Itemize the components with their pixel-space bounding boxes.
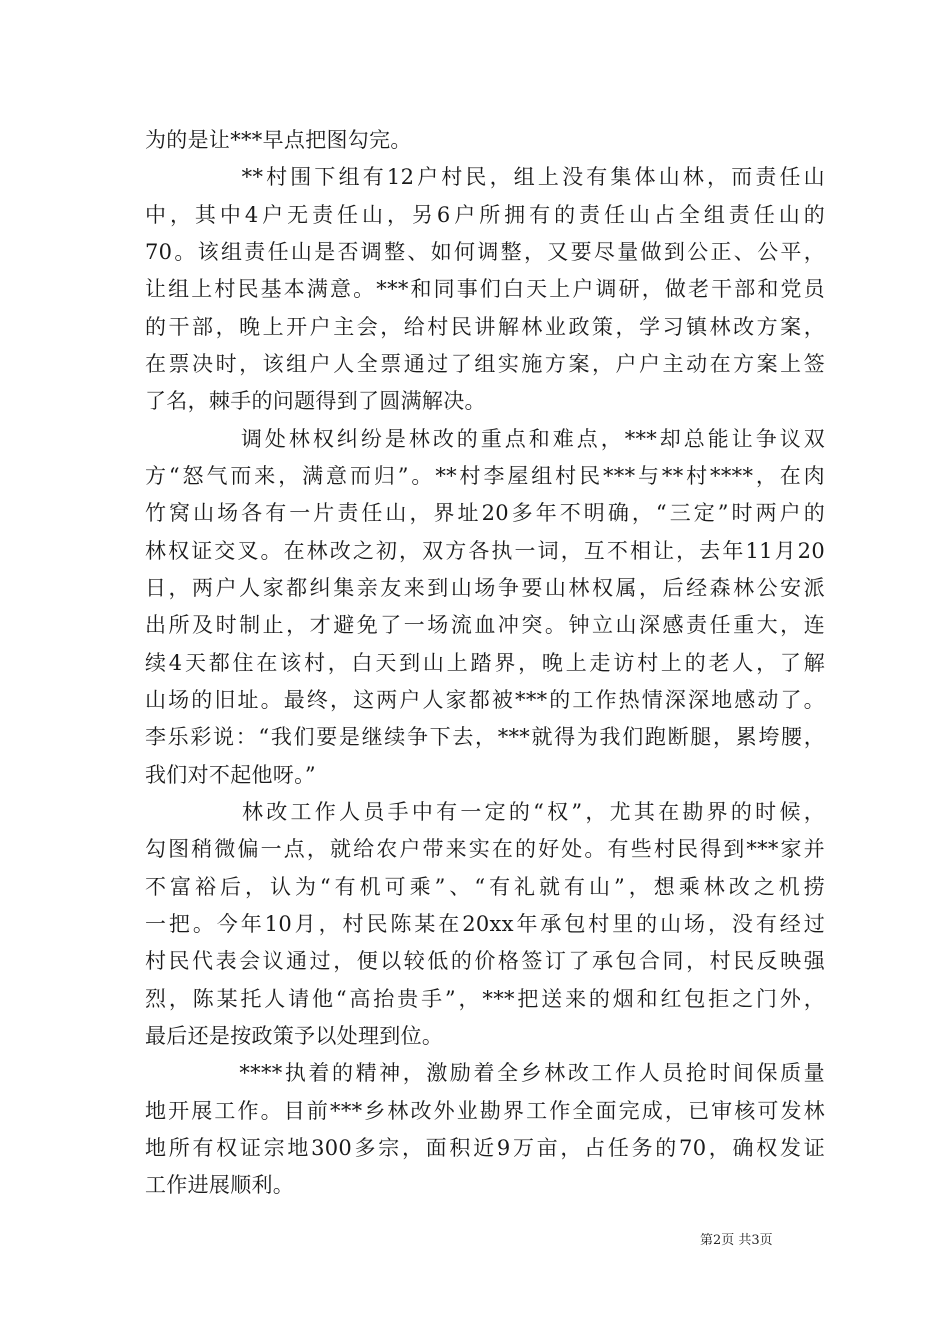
- text-line: ****执着的精神，激励着全乡林改工作人员抢时间保质量: [145, 1061, 825, 1085]
- text-line: 我们对不起他呀。”: [145, 763, 316, 787]
- text-line: 林权证交叉。在林改之初，双方各执一词，互不相让，去年11月20: [145, 539, 825, 563]
- text-line: 地所有权证宗地300多宗，面积近9万亩，占任务的70，确权发证: [145, 1136, 825, 1160]
- text-line: 续4天都住在该村，白天到山上踏界，晚上走访村上的老人，了解: [145, 651, 825, 675]
- text-line: 日，两户人家都纠集亲友来到山场争要山林权属，后经森林公安派: [145, 576, 825, 600]
- text-line: 方“怒气而来，满意而归”。**村李屋组村民***与**村****，在肉: [145, 464, 825, 488]
- text-line: 工作进展顺利。: [145, 1173, 295, 1197]
- text-line: 烈，陈某托人请他“高抬贵手”，***把送来的烟和红包拒之门外，: [145, 987, 825, 1011]
- text-line: 不富裕后，认为“有机可乘”、“有礼就有山”，想乘林改之机捞: [145, 875, 825, 899]
- text-line: 让组上村民基本满意。***和同事们白天上户调研，做老干部和党员: [145, 277, 825, 301]
- text-line: 勾图稍微偏一点，就给农户带来实在的好处。有些村民得到***家并: [145, 837, 825, 861]
- text-line: 竹窝山场各有一片责任山，界址20多年不明确，“三定”时两户的: [145, 501, 825, 525]
- text-line: 山场的旧址。最终，这两户人家都被***的工作热情深深地感动了。: [145, 688, 825, 712]
- text-line: 为的是让***早点把图勾完。: [145, 128, 412, 152]
- text-line: 中，其中4户无责任山，另6户所拥有的责任山占全组责任山的: [145, 203, 825, 227]
- page-number-footer: 第2页 共3页: [700, 1233, 773, 1248]
- text-line: 一把。今年10月，村民陈某在20xx年承包村里的山场，没有经过: [145, 912, 825, 936]
- text-line: 地开展工作。目前***乡林改外业勘界工作全面完成，已审核可发林: [145, 1099, 825, 1123]
- text-line: 的干部，晚上开户主会，给村民讲解林业政策，学习镇林改方案，: [145, 315, 825, 339]
- text-line: 了名，棘手的问题得到了圆满解决。: [145, 389, 486, 413]
- text-line: 林改工作人员手中有一定的“权”，尤其在勘界的时候，: [145, 800, 825, 824]
- text-line: 在票决时，该组户人全票通过了组实施方案，户户主动在方案上签: [145, 352, 825, 376]
- text-line: 李乐彩说：“我们要是继续争下去，***就得为我们跑断腿，累垮腰，: [145, 725, 825, 749]
- text-line: 调处林权纠纷是林改的重点和难点，***却总能让争议双: [145, 427, 825, 451]
- text-line: **村围下组有12户村民，组上没有集体山林，而责任山: [145, 165, 825, 189]
- text-line: 出所及时制止，才避免了一场流血冲突。钟立山深感责任重大，连: [145, 613, 825, 637]
- text-line: 70。该组责任山是否调整、如何调整，又要尽量做到公正、公平，: [145, 240, 825, 264]
- text-line: 村民代表会议通过，便以较低的价格签订了承包合同，村民反映强: [145, 949, 825, 973]
- text-line: 最后还是按政策予以处理到位。: [145, 1024, 444, 1048]
